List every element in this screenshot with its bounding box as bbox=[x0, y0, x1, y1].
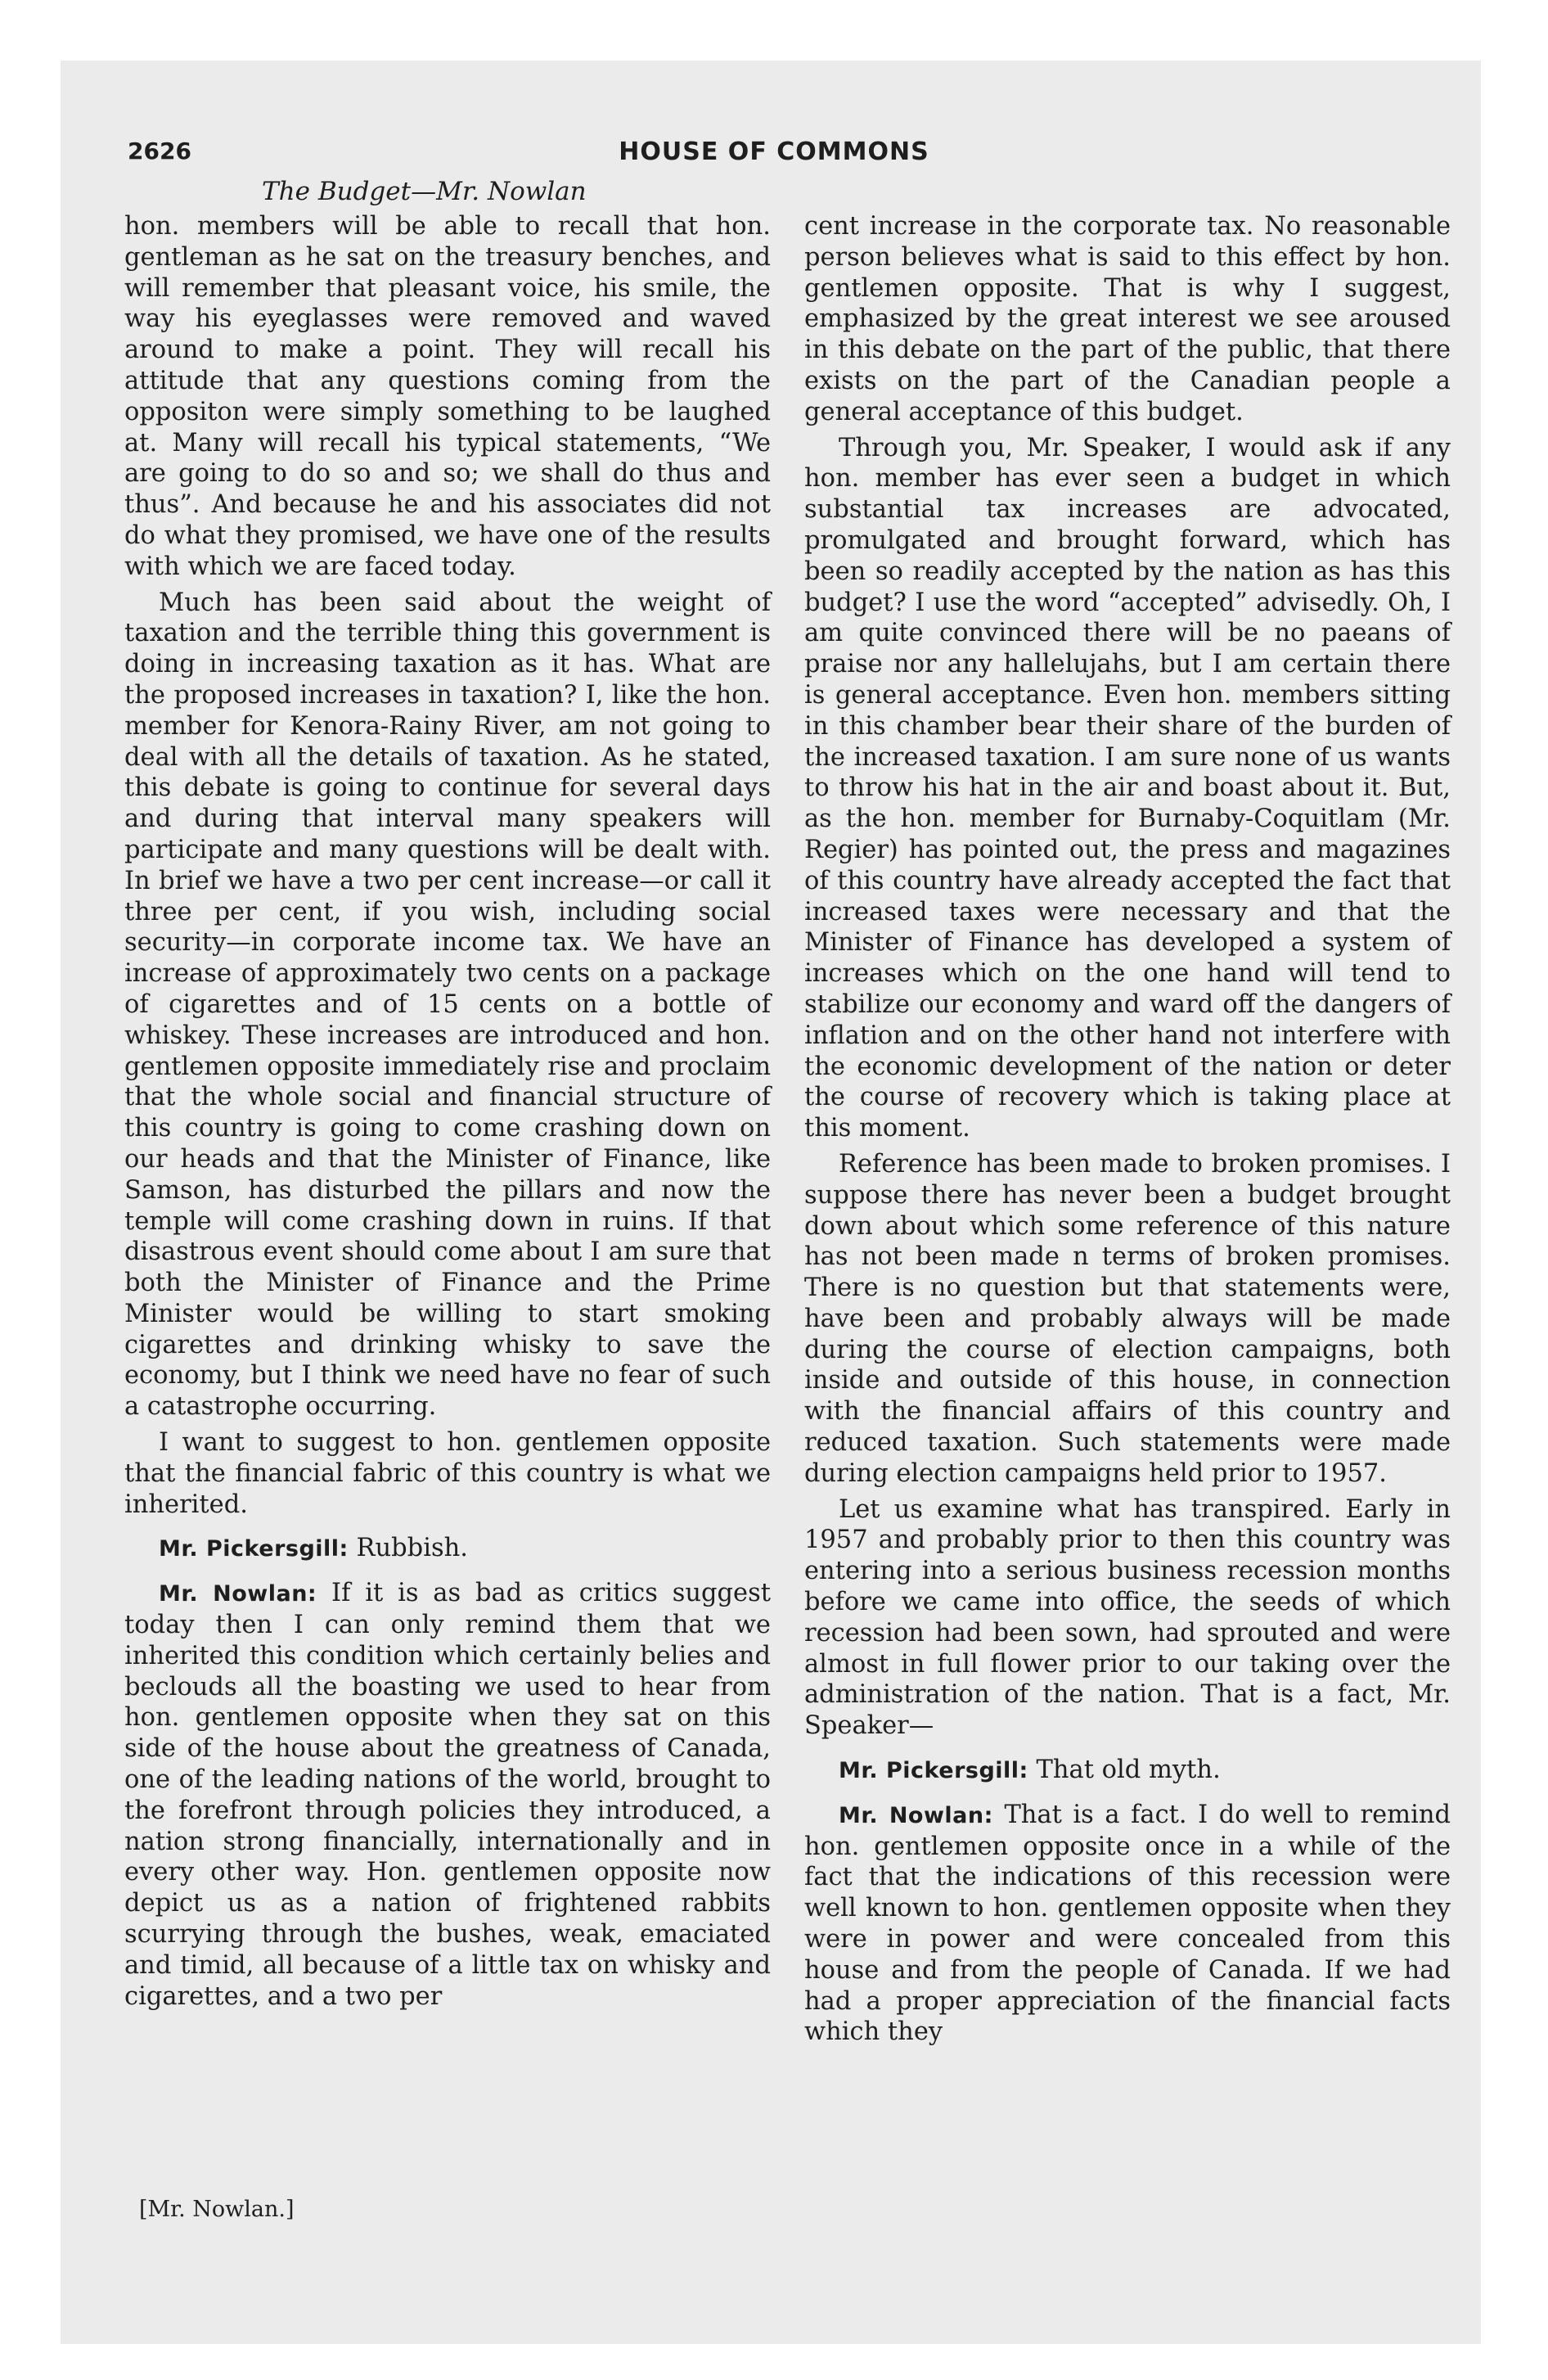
speech-paragraph bbox=[124, 1578, 771, 2012]
paragraph: Much has been said about the weight of taxation and the terrible thing this government is doing in increasing taxation as it has. What are the proposed increases in taxation? I, like the hon. member for Kenora-Rainy River, am not going to deal with all the details of taxation. As he stated, this debate is going to continue for several days and during that interval many speakers will participate and many questions will be dealt with. In brief we have a two per cent increase—or call it three per cent, if you wish, including social security—in corporate income tax. We have an increase of approximately two cents on a package of cigarettes and of 15 cents on a bottle of whiskey. These increases are introduced and hon. gentlemen opposite immediately rise and proclaim that the whole social and financial structure of this country is going to come crashing down on our heads and that the Minister of Finance, like Samson, has disturbed the pillars and now the temple will come crashing down in ruins. If that disastrous event should come about I am sure that both the Minister of Finance and the Prime Minister would be willing to start smoking cigarettes and drinking whisky to save the economy, but I think we need have no fear of such a catastrophe occurring. bbox=[124, 588, 771, 1422]
paragraph: I want to suggest to hon. gentlemen opposite that the financial fabric of this country is what we inherited. bbox=[124, 1428, 771, 1519]
speaker-name: Mr. Nowlan: bbox=[839, 1802, 993, 1828]
speaker-name: Mr. Nowlan: bbox=[159, 1581, 317, 1607]
speech-text: Rubbish. bbox=[348, 1534, 468, 1563]
speaker-name: Mr. Pickersgill: bbox=[839, 1758, 1028, 1784]
paragraph: Reference has been made to broken promises. I suppose there has never been a budget brought down about which some reference of this nature has not been made n terms of broken promises. There is no question but that statements were, have been and probably always will be made during the course of election campaigns, both inside and outside of this house, in connection with the financial affairs of this country and reduced taxation. Such statements were made during election campaigns held prior to 1957. bbox=[804, 1149, 1451, 1488]
speech-text: That is a fact. I do well to remind hon. gentlemen opposite once in a while of the fact that the indications of this recession were well known to hon. gentlemen opposite when they were in power and were concealed from this house and from the people of Canada. If we had had a proper appreciation of the financial facts which they bbox=[804, 1800, 1451, 2047]
page-number: 2626 bbox=[128, 137, 191, 165]
speech-paragraph bbox=[804, 1800, 1451, 2048]
paragraph: Let us examine what has transpired. Early in 1957 and probably prior to then this country was entering into a serious business recession months before we came into office, the seeds of which recession had been sown, had sprouted and were almost in full flower prior to our taking over the administration of the nation. That is a fact, Mr. Speaker— bbox=[804, 1494, 1451, 1741]
left-column bbox=[124, 211, 771, 2012]
speech-paragraph bbox=[804, 1755, 1451, 1787]
speech-text: If it is as bad as critics suggest today then I can only remind them that we inherited this condition which certainly belies and beclouds all the boasting we used to hear from hon. gentlemen opposite when they sat on this side of the house about the greatness of Canada, one of the leading nations of the world, brought to the forefront through policies they introduced, a nation strong financially, internationally and in every other way. Hon. gentlemen opposite now depict us as a nation of frightened rabbits scurrying through the bushes, weak, emaciated and timid, all because of a little tax on whisky and cigarettes, and a two per bbox=[124, 1579, 771, 2011]
footer-speaker-tag: [Mr. Nowlan.] bbox=[139, 2197, 295, 2222]
right-column bbox=[804, 211, 1451, 2048]
paragraph: hon. members will be able to recall that hon. gentleman as he sat on the treasury benches, and will remember that pleasant voice, his smile, the way his eyeglasses were removed and waved around to make a point. They will recall his attitude that any questions coming from the oppositon were simply something to be laughed at. Many will recall his typical statements, “We are going to do so and so; we shall do thus and thus”. And because he and his associates did not do what they promised, we have one of the results with which we are faced today. bbox=[124, 212, 771, 581]
page-header bbox=[128, 137, 1420, 170]
running-title: HOUSE OF COMMONS bbox=[619, 137, 929, 166]
paragraph: Through you, Mr. Speaker, I would ask if any hon. member has ever seen a budget in which substantial tax increases are advocated, promulgated and brought forward, which has been so readily accepted by the nation as has this budget? I use the word “accepted” advisedly. Oh, I am quite convinced there will be no paeans of praise nor any hallelujahs, but I am certain there is general acceptance. Even hon. members sitting in this chamber bear their share of the burden of the increased taxation. I am sure none of us wants to throw his hat in the air and boast about it. But, as the hon. member for Burnaby-Coquitlam (Mr. Regier) has pointed out, the press and magazines of this country have already accepted the fact that increased taxes were necessary and that the Minister of Finance has developed a system of increases which on the one hand will tend to stabilize our economy and ward off the dangers of inflation and on the other hand not interfere with the economic development of the nation or deter the course of recovery which is taking place at this moment. bbox=[804, 433, 1451, 1143]
speech-text: That old myth. bbox=[1028, 1756, 1221, 1785]
section-subtitle: The Budget—Mr. Nowlan bbox=[262, 177, 587, 206]
speaker-name: Mr. Pickersgill: bbox=[159, 1536, 349, 1562]
paragraph: cent increase in the corporate tax. No reasonable person believes what is said to this effect by hon. gentlemen opposite. That is why I suggest, emphasized by the great interest we see aroused in this debate on the part of the public, that there exists on the part of the Canadian people a general acceptance of this budget. bbox=[804, 212, 1451, 426]
speech-paragraph bbox=[124, 1533, 771, 1565]
